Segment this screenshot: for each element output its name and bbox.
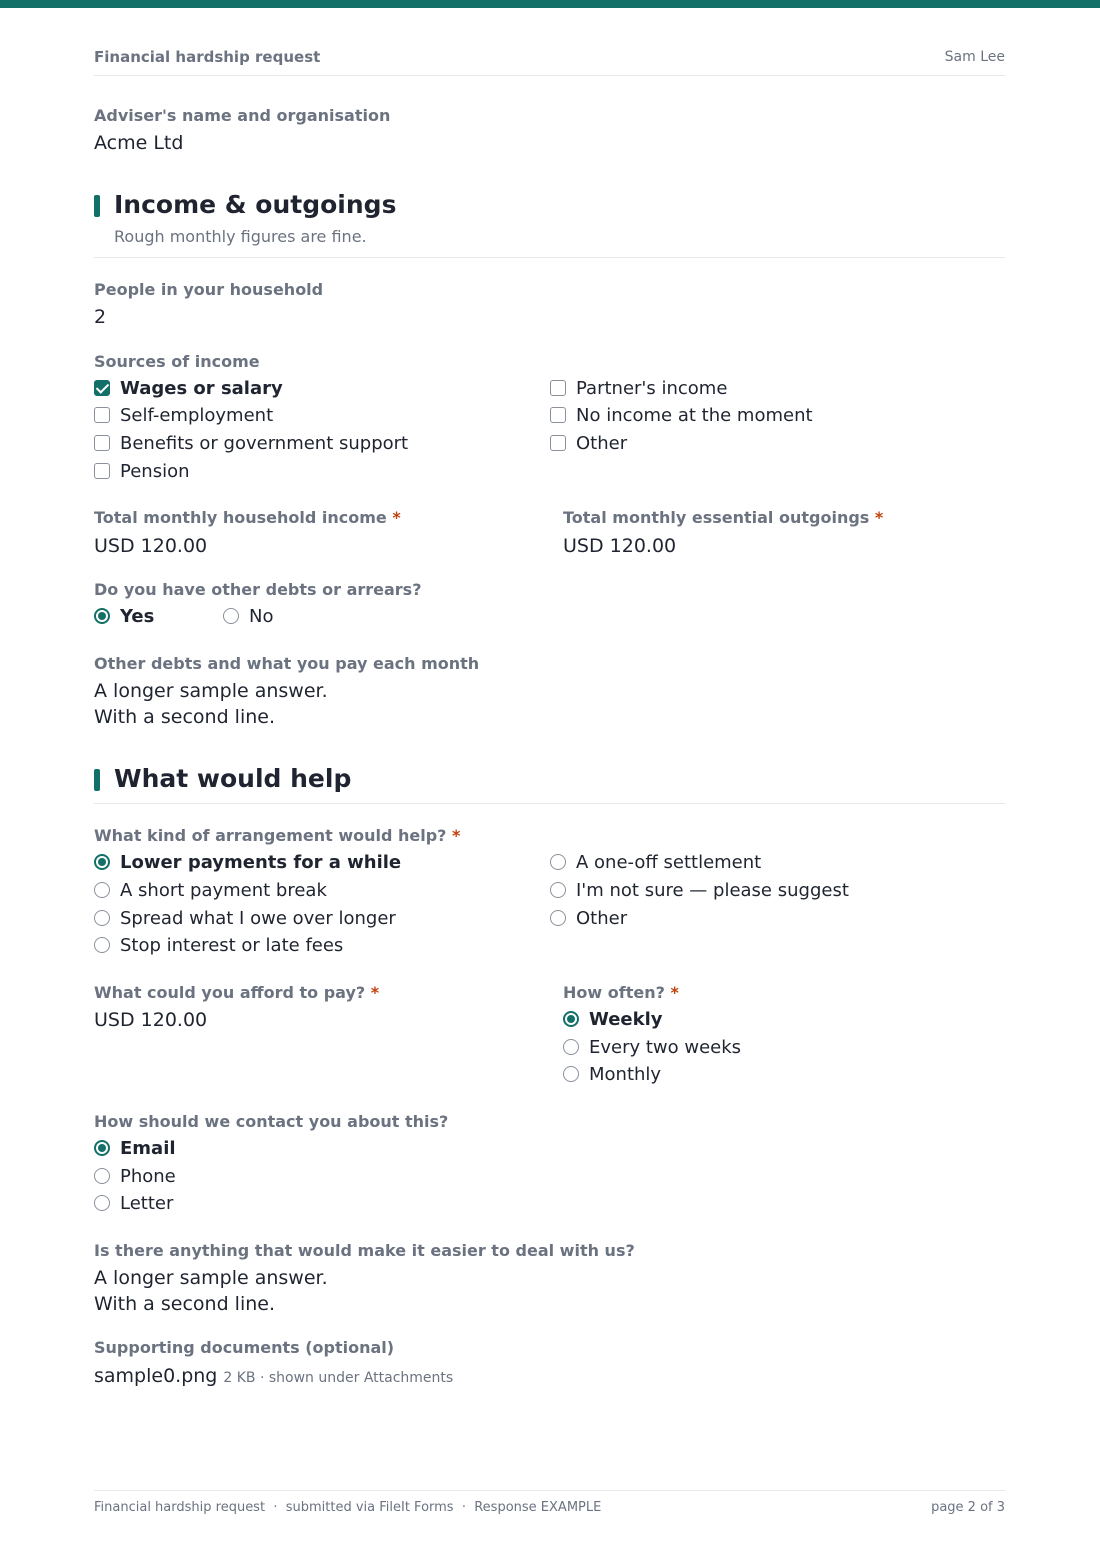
radio-icon[interactable] bbox=[94, 910, 110, 926]
option-label: Other bbox=[576, 432, 628, 454]
required-mark: * bbox=[670, 983, 679, 1002]
checkbox-icon[interactable] bbox=[550, 407, 566, 423]
radio-icon[interactable] bbox=[550, 910, 566, 926]
checkbox-option[interactable] bbox=[94, 431, 408, 455]
radio-selected-icon[interactable] bbox=[94, 608, 110, 624]
radio-option[interactable] bbox=[94, 1164, 176, 1188]
option-label: I'm not sure — please suggest bbox=[576, 879, 849, 901]
checkbox-icon[interactable] bbox=[94, 463, 110, 479]
page-number: page 2 of 3 bbox=[931, 1500, 1005, 1515]
option-label: Lower payments for a while bbox=[120, 851, 402, 873]
section-title-help: What would help bbox=[114, 764, 352, 793]
option-label: Self-employment bbox=[120, 404, 274, 426]
attachment-meta: 2 KB · shown under Attachments bbox=[223, 1370, 454, 1386]
page-header bbox=[94, 48, 1005, 76]
radio-option[interactable] bbox=[94, 1136, 176, 1160]
form-title: Financial hardship request bbox=[94, 48, 321, 66]
required-mark: * bbox=[874, 508, 884, 527]
frequency-label: How often? * bbox=[563, 983, 679, 1002]
household-label: People in your household bbox=[94, 280, 324, 299]
option-label: Letter bbox=[120, 1192, 174, 1214]
radio-icon[interactable] bbox=[223, 608, 239, 624]
option-label: Pension bbox=[120, 460, 190, 482]
adviser-label: Adviser's name and organisation bbox=[94, 106, 391, 125]
adviser-value: Acme Ltd bbox=[94, 132, 184, 154]
option-label: Stop interest or late fees bbox=[120, 934, 344, 956]
checkbox-option[interactable] bbox=[550, 431, 627, 455]
radio-icon[interactable] bbox=[550, 882, 566, 898]
easier-line2: With a second line. bbox=[94, 1293, 275, 1315]
attachment-item[interactable] bbox=[94, 1363, 453, 1391]
radio-icon[interactable] bbox=[563, 1039, 579, 1055]
radio-option[interactable] bbox=[94, 933, 343, 957]
arrangement-label: What kind of arrangement would help? * bbox=[94, 826, 461, 845]
checkbox-option[interactable] bbox=[550, 403, 813, 427]
radio-icon[interactable] bbox=[94, 882, 110, 898]
required-mark: * bbox=[370, 983, 380, 1002]
option-label: Partner's income bbox=[576, 377, 728, 399]
checkbox-icon[interactable] bbox=[550, 380, 566, 396]
option-label: Phone bbox=[120, 1165, 176, 1187]
user-name: Sam Lee bbox=[944, 49, 1005, 65]
option-label: Yes bbox=[120, 605, 155, 627]
monthly-income-value: USD 120.00 bbox=[94, 535, 208, 557]
section-subtitle-income: Rough monthly figures are fine. bbox=[114, 227, 367, 246]
debts-detail-line2: With a second line. bbox=[94, 706, 275, 728]
radio-icon[interactable] bbox=[94, 1168, 110, 1184]
radio-option[interactable] bbox=[550, 878, 849, 902]
radio-option[interactable] bbox=[563, 1062, 661, 1086]
documents-label: Supporting documents (optional) bbox=[94, 1338, 395, 1357]
radio-option[interactable] bbox=[94, 906, 396, 930]
checkbox-option[interactable] bbox=[94, 376, 283, 400]
checkbox-option[interactable] bbox=[94, 459, 190, 483]
radio-icon[interactable] bbox=[563, 1066, 579, 1082]
page-footer bbox=[94, 1490, 1005, 1520]
debts-detail-line1: A longer sample answer. bbox=[94, 680, 328, 702]
checkbox-icon[interactable] bbox=[550, 435, 566, 451]
footer-text: Financial hardship request · submitted via FileIt Forms · Response EXAMPLE bbox=[94, 1500, 602, 1515]
easier-line1: A longer sample answer. bbox=[94, 1267, 328, 1289]
option-label: Spread what I owe over longer bbox=[120, 907, 396, 929]
radio-option[interactable] bbox=[550, 906, 627, 930]
option-label: Benefits or government support bbox=[120, 432, 409, 454]
radio-option[interactable] bbox=[563, 1035, 741, 1059]
afford-label: What could you afford to pay? * bbox=[94, 983, 380, 1002]
attachment-file-name[interactable]: sample0.png bbox=[94, 1365, 218, 1387]
section-marker bbox=[94, 769, 100, 791]
option-label: A short payment break bbox=[120, 879, 327, 901]
option-label: Weekly bbox=[589, 1008, 663, 1030]
checkbox-option[interactable] bbox=[94, 403, 273, 427]
option-label: No income at the moment bbox=[576, 404, 813, 426]
required-mark: * bbox=[392, 508, 401, 527]
required-mark: * bbox=[452, 826, 461, 845]
checkbox-icon[interactable] bbox=[94, 435, 110, 451]
radio-selected-icon[interactable] bbox=[563, 1011, 579, 1027]
section-title-income: Income & outgoings bbox=[114, 190, 397, 219]
debts-detail-label: Other debts and what you pay each month bbox=[94, 654, 480, 673]
radio-option[interactable] bbox=[94, 604, 154, 628]
other-debts-label: Do you have other debts or arrears? bbox=[94, 580, 422, 599]
monthly-income-label: Total monthly household income * bbox=[94, 508, 401, 527]
radio-icon[interactable] bbox=[94, 937, 110, 953]
section-divider bbox=[94, 803, 1005, 804]
radio-selected-icon[interactable] bbox=[94, 854, 110, 870]
section-marker bbox=[94, 195, 100, 217]
radio-option[interactable] bbox=[563, 1007, 663, 1031]
option-label: A one-off settlement bbox=[576, 851, 762, 873]
radio-selected-icon[interactable] bbox=[94, 1140, 110, 1156]
afford-value: USD 120.00 bbox=[94, 1009, 208, 1031]
option-label: No bbox=[249, 605, 274, 627]
radio-option[interactable] bbox=[223, 604, 273, 628]
top-accent-bar bbox=[0, 0, 1100, 8]
radio-option[interactable] bbox=[550, 850, 761, 874]
checkbox-option[interactable] bbox=[550, 376, 727, 400]
monthly-outgoings-label: Total monthly essential outgoings * bbox=[563, 508, 884, 527]
option-label: Wages or salary bbox=[120, 377, 283, 399]
household-value: 2 bbox=[94, 306, 107, 328]
option-label: Other bbox=[576, 907, 628, 929]
option-label: Monthly bbox=[589, 1063, 662, 1085]
easier-label: Is there anything that would make it easier to deal with us? bbox=[94, 1241, 635, 1260]
radio-option[interactable] bbox=[94, 850, 401, 874]
radio-icon[interactable] bbox=[550, 854, 566, 870]
checkbox-checked-icon[interactable] bbox=[94, 380, 110, 396]
radio-option[interactable] bbox=[94, 1191, 173, 1215]
radio-option[interactable] bbox=[94, 878, 327, 902]
radio-icon[interactable] bbox=[94, 1195, 110, 1211]
income-sources-label: Sources of income bbox=[94, 352, 260, 371]
contact-label: How should we contact you about this? bbox=[94, 1112, 449, 1131]
section-divider bbox=[94, 257, 1005, 258]
checkbox-icon[interactable] bbox=[94, 407, 110, 423]
monthly-outgoings-value: USD 120.00 bbox=[563, 535, 677, 557]
option-label: Every two weeks bbox=[589, 1036, 742, 1058]
option-label: Email bbox=[120, 1137, 176, 1159]
